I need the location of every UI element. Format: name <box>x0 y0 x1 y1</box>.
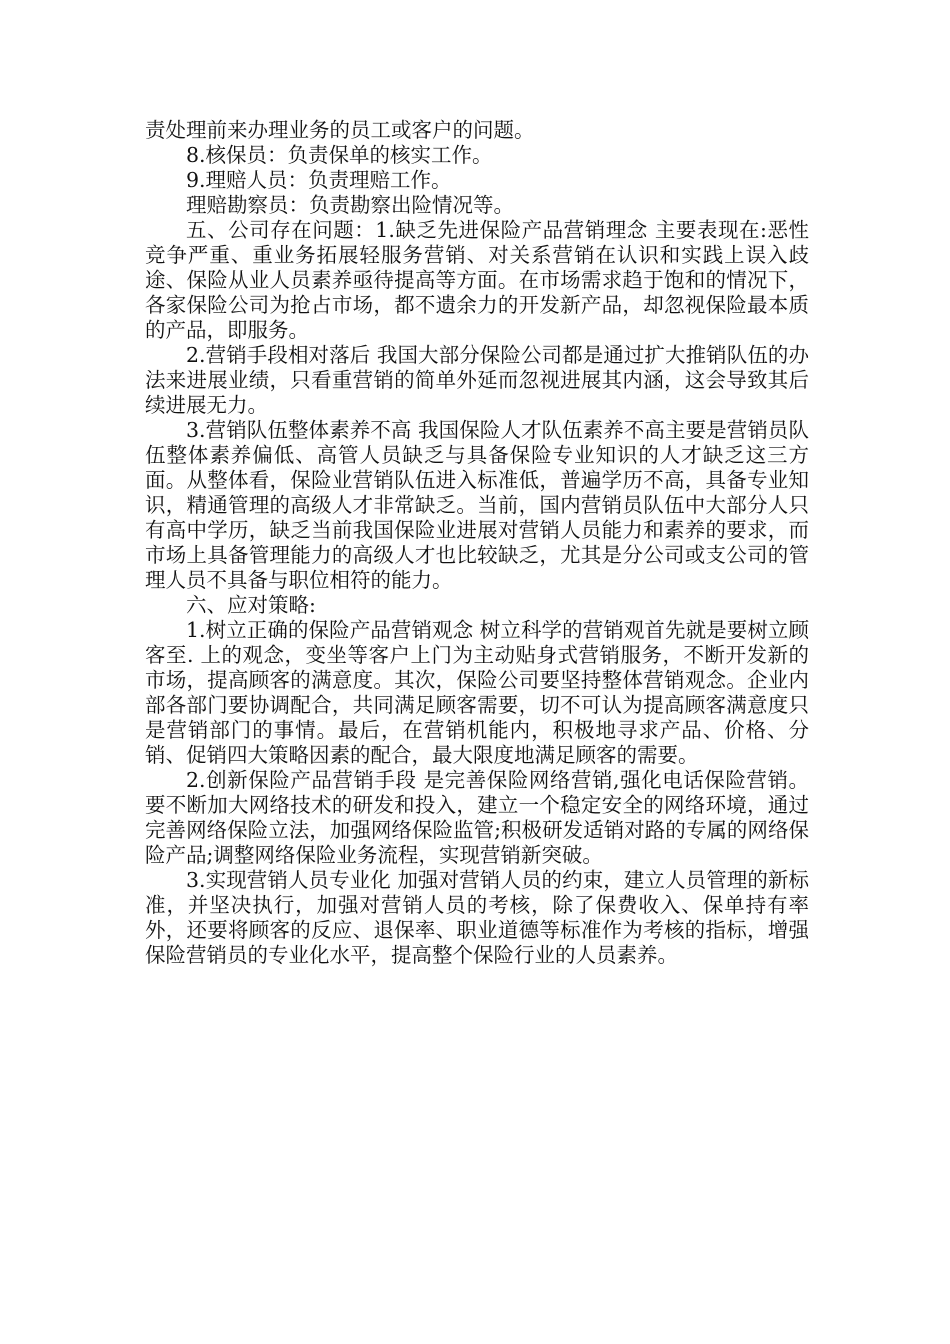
paragraph-strategy-3: 3.实现营销人员专业化 加强对营销人员的约束，建立人员管理的新标准，并坚决执行，加强对营销人员的考核，除了保费收入、保单持有率外，还要将顾客的反应、退保率、职业道德等标准作为考核的指标，增强保险营销员的专业化水平，提高整个保险行业的人员素养。 <box>145 868 809 967</box>
paragraph-continued: 责处理前来办理业务的员工或客户的问题。 <box>145 118 535 142</box>
paragraph-claims-surveyor: 理赔勘察员：负责勘察出险情况等。 <box>186 193 514 217</box>
paragraph-underwriter: 8.核保员：负责保单的核实工作。 <box>186 143 493 167</box>
paragraph-problem-3: 3.营销队伍整体素养不高 我国保险人才队伍素养不高主要是营销员队伍整体素养偏低、高管人员缺乏与具备保险专业知识的人才缺乏这三方面。从整体看，保险业营销队伍进入标准低，普遍学历不高，具备专业知识，精通管理的高级人才非常缺乏。当前，国内营销员队伍中大部分人只有高中学历，缺乏当前我国保险业进展对营销人员能力和素养的要求，而市场上具备管理能力的高级人才也比较缺乏，尤其是分公司或支公司的管理人员不具备与职位相符的能力。 <box>145 418 809 592</box>
paragraph-section-5-problems: 五、公司存在问题：1.缺乏先进保险产品营销理念 主要表现在:恶性竞争严重、重业务拓展轻服务营销、对关系营销在认识和实践上误入歧途、保险从业人员素养亟待提高等方面。在市场需求趋于饱和的情况下，各家保险公司为抢占市场，都不遗余力的开发新产品，却忽视保险最本质的产品，即服务。 <box>145 218 809 342</box>
paragraph-claims-staff: 9.理赔人员：负责理赔工作。 <box>186 168 452 192</box>
paragraph-strategy-2: 2.创新保险产品营销手段 是完善保险网络营销,强化电话保险营销。要不断加大网络技术的研发和投入，建立一个稳定安全的网络环境，通过完善网络保险立法，加强网络保险监管;积极研发适销对路的专属的网络保险产品;调整网络保险业务流程，实现营销新突破。 <box>145 768 809 867</box>
paragraph-problem-2: 2.营销手段相对落后 我国大部分保险公司都是通过扩大推销队伍的办法来进展业绩，只看重营销的简单外延而忽视进展其内涵，这会导致其后续进展无力。 <box>145 343 809 417</box>
document-body <box>145 118 809 968</box>
section-6-heading: 六、应对策略: <box>186 593 316 617</box>
paragraph-strategy-1: 1.树立正确的保险产品营销观念 树立科学的营销观首先就是要树立顾客至. 上的观念，变坐等客户上门为主动贴身式营销服务，不断开发新的市场，提高顾客的满意度。其次，保险公司要坚持整体营销观念。企业内部各部门要协调配合，共同满足顾客需要，切不可认为提高顾客满意度只是营销部门的事情。最后，在营销机能内，积极地寻求产品、价格、分销、促销四大策略因素的配合，最大限度地满足顾客的需要。 <box>145 618 809 767</box>
